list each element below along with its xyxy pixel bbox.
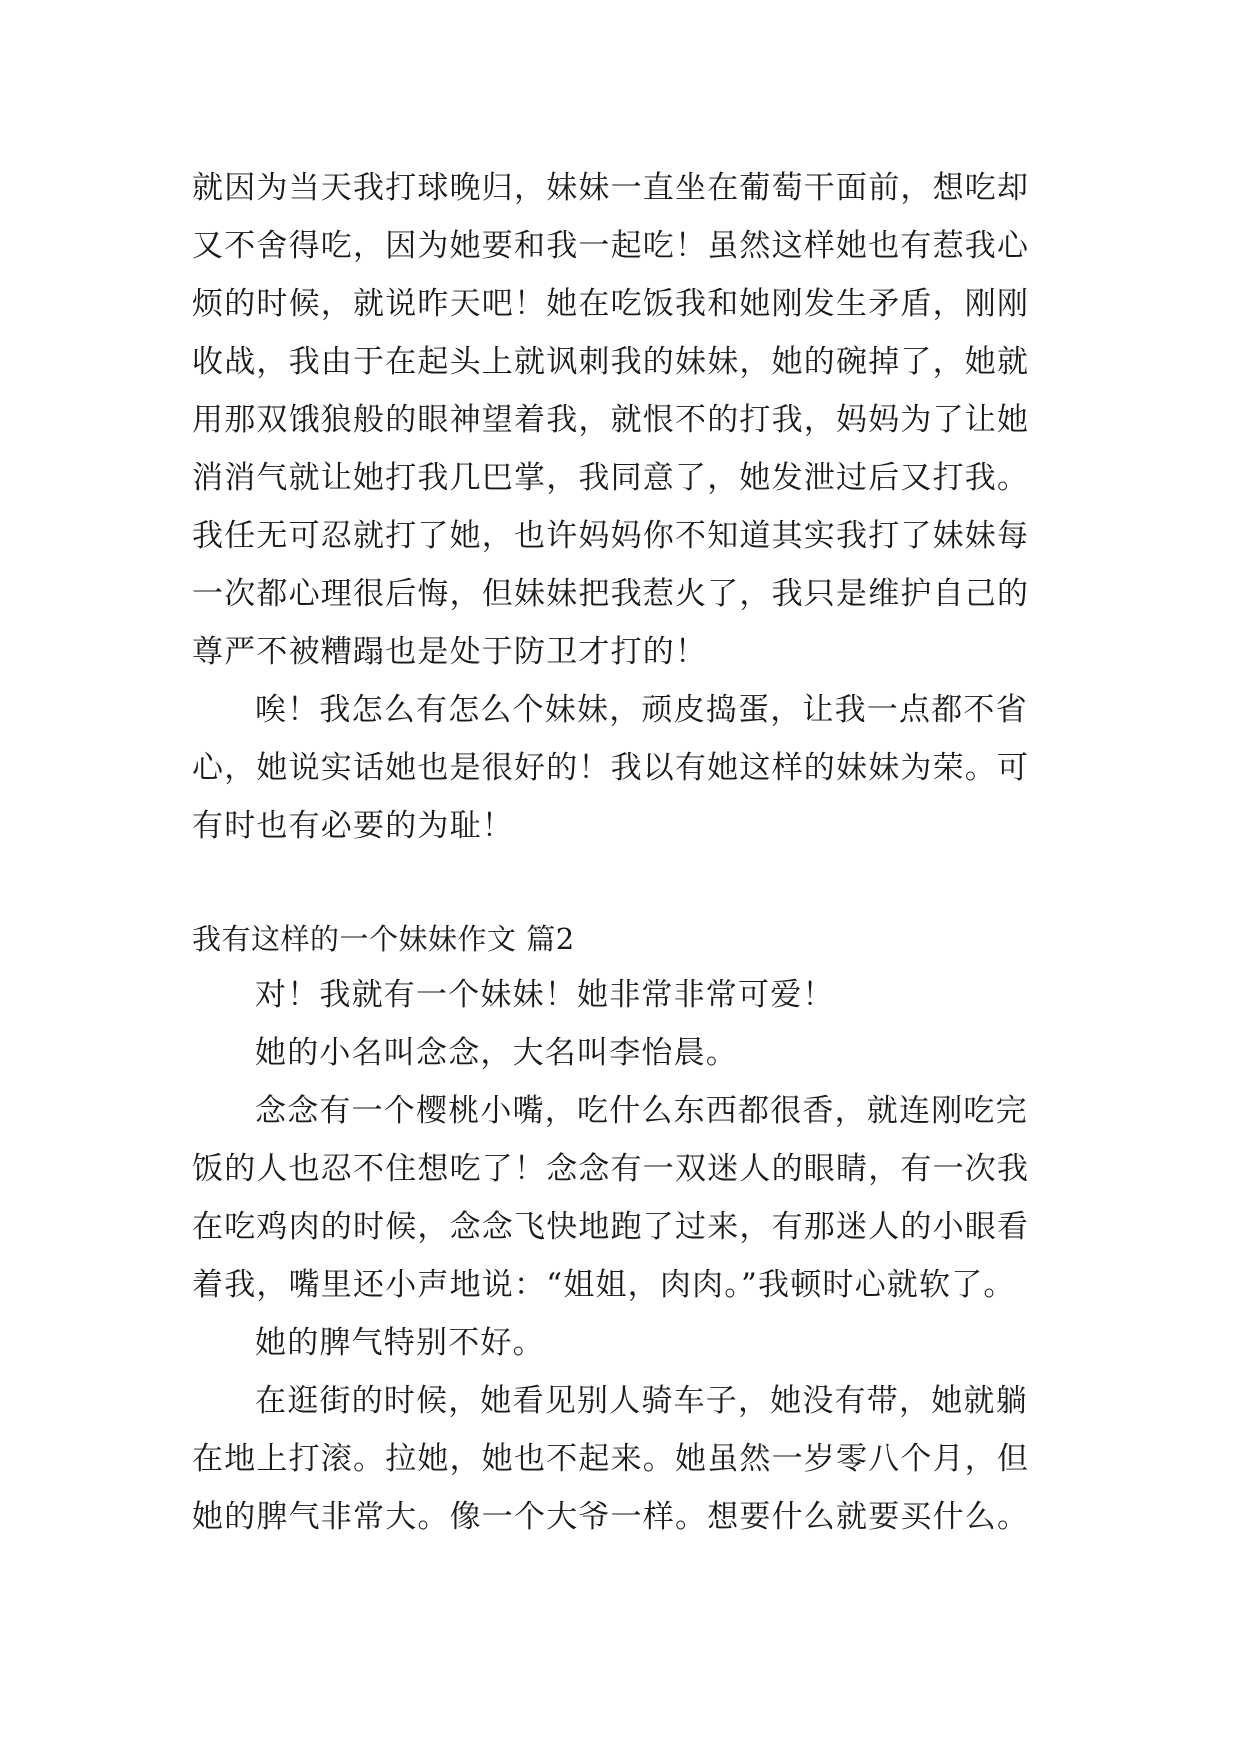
paragraph-line: 她的脾气特别不好。 [255,1325,545,1361]
paragraph-line: 着我，嘴里还小声地说：“姐姐，肉肉。”我顿时心就软了。 [192,1267,1016,1303]
paragraph-line: 对！我就有一个妹妹！她非常非常可爱！ [255,977,835,1013]
paragraph-line: 就因为当天我打球晚归，妹妹一直坐在葡萄干面前，想吃却 [192,170,1030,206]
paragraph-line: 我任无可忍就打了她，也许妈妈你不知道其实我打了妹妹每 [192,518,1030,554]
paragraph-line: 她的小名叫念念，大名叫李怡晨。 [255,1035,738,1071]
paragraph-line: 心，她说实话她也是很好的！我以有她这样的妹妹为荣。可 [192,750,1030,786]
paragraph-line: 在地上打滚。拉她，她也不起来。她虽然一岁零八个月，但 [192,1441,1030,1477]
paragraph-line: 消消气就让她打我几巴掌，我同意了，她发泄过后又打我。 [192,460,1030,496]
paragraph-line: 在吃鸡肉的时候，念念飞快地跑了过来，有那迷人的小眼看 [192,1209,1030,1245]
paragraph-line: 又不舍得吃，因为她要和我一起吃！虽然这样她也有惹我心 [192,228,1030,264]
paragraph-line: 用那双饿狼般的眼神望着我，就恨不的打我，妈妈为了让她 [192,402,1030,438]
paragraph-line: 念念有一个樱桃小嘴，吃什么东西都很香，就连刚吃完 [255,1093,1028,1129]
paragraph-line: 一次都心理很后悔，但妹妹把我惹火了，我只是维护自己的 [192,576,1030,612]
paragraph-line: 她的脾气非常大。像一个大爷一样。想要什么就要买什么。 [192,1499,1030,1535]
paragraph-line: 尊严不被糟蹋也是处于防卫才打的！ [192,634,708,670]
paragraph-line: 在逛街的时候，她看见别人骑车子，她没有带，她就躺 [255,1383,1028,1419]
paragraph-line: 唉！我怎么有怎么个妹妹，顽皮捣蛋，让我一点都不省 [255,692,1028,728]
paragraph-line: 有时也有必要的为耻！ [192,808,514,844]
section-heading: 我有这样的一个妹妹作文 篇2 [192,922,575,956]
paragraph-line: 烦的时候，就说昨天吧！她在吃饭我和她刚发生矛盾，刚刚 [192,286,1030,322]
paragraph-line: 饭的人也忍不住想吃了！念念有一双迷人的眼睛，有一次我 [192,1151,1030,1187]
paragraph-line: 收战，我由于在起头上就讽刺我的妹妹，她的碗掉了，她就 [192,344,1030,380]
